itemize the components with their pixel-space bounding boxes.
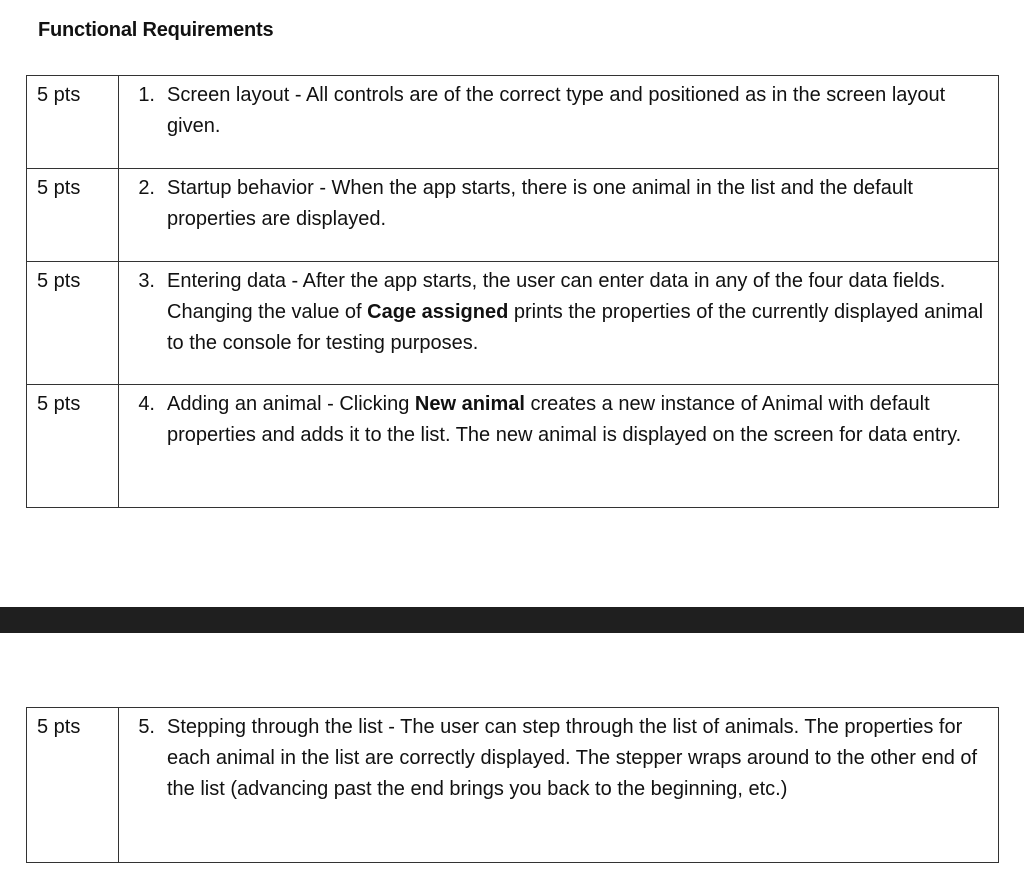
points-cell: 5 pts <box>27 385 119 508</box>
item-number: 5. <box>138 716 155 738</box>
item-text-part: Startup behavior - When the app starts, there is one animal in the list and the default properties are displayed. <box>167 177 913 230</box>
requirement-item <box>119 173 988 235</box>
description-cell <box>119 262 999 385</box>
item-number: 3. <box>138 270 155 292</box>
requirement-row-1 <box>27 76 999 169</box>
item-number: 4. <box>138 393 155 415</box>
item-text-bold: Cage assigned <box>367 301 509 323</box>
item-text-bold: New animal <box>414 393 525 415</box>
item-text <box>167 389 988 451</box>
item-number: 2. <box>138 177 155 199</box>
requirement-row-3 <box>27 262 999 385</box>
points-cell: 5 pts <box>27 169 119 262</box>
points-cell: 5 pts <box>27 76 119 169</box>
requirement-item <box>119 389 988 451</box>
description-cell <box>119 76 999 169</box>
requirement-item <box>119 266 988 359</box>
requirements-table-continued <box>26 707 999 863</box>
requirement-item <box>119 712 988 805</box>
item-text-part: Adding an animal - Clicking <box>167 393 415 415</box>
item-text <box>167 80 988 142</box>
item-text-part: Stepping through the list - The user can step through the list of animals. The properties for each animal in the list are correctly displayed. The stepper wraps around to the other end of the list (advancing past the end brings you back to the beginning, etc.) <box>167 716 978 800</box>
requirement-row-5 <box>27 708 999 863</box>
requirement-row-4 <box>27 385 999 508</box>
item-number: 1. <box>138 84 155 106</box>
description-cell <box>119 169 999 262</box>
requirement-item <box>119 80 988 142</box>
description-cell <box>119 385 999 508</box>
item-text-part: Screen layout - All controls are of the correct type and positioned as in the screen layout given. <box>167 84 946 137</box>
requirements-table <box>26 75 999 508</box>
item-text-part: prints the properties of the currently displayed animal to the console for testing purposes. <box>167 301 984 354</box>
item-text <box>167 712 988 805</box>
description-cell <box>119 708 999 863</box>
requirement-row-2 <box>27 169 999 262</box>
page-title: Functional Requirements <box>38 19 274 41</box>
item-text <box>167 173 988 235</box>
item-text <box>167 266 988 359</box>
item-text-part: creates a new instance of Animal with default properties and adds it to the list. The new animal is displayed on the screen for data entry. <box>167 393 962 446</box>
points-cell: 5 pts <box>27 708 119 863</box>
page-divider-bar <box>0 607 1024 633</box>
item-text-part: Entering data - After the app starts, the user can enter data in any of the four data fields. Changing the value of <box>167 270 946 323</box>
points-cell: 5 pts <box>27 262 119 385</box>
